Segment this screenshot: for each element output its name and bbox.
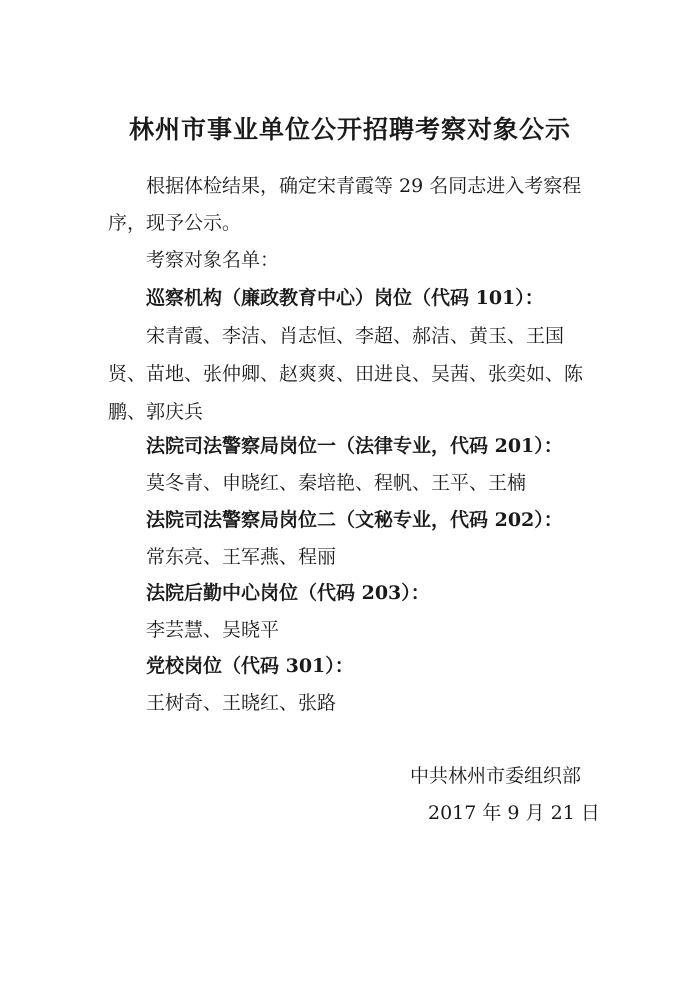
section-names-301: 王树奇、王晓红、张路 <box>146 692 337 714</box>
signature-organization: 中共林州市委组织部 <box>410 765 582 787</box>
section-names-101: 宋青霞、李洁、肖志恒、李超、郝洁、黄玉、王国贤、苗地、张仲卿、赵爽爽、田进良、吴茜、张奕如、陈鹏、郭庆兵 <box>108 325 584 423</box>
section-heading-202: 法院司法警察局岗位二（文秘专业，代码 202）： <box>146 509 563 531</box>
section-names-201: 莫冬青、申晓红、秦培艳、程帆、王平、王楠 <box>146 472 527 494</box>
section-heading-101: 巡察机构（廉政教育中心）岗位（代码 101）： <box>146 287 544 309</box>
section-heading-301: 党校岗位（代码 301）： <box>146 655 354 677</box>
intro-paragraph: 根据体检结果，确定宋青霞等 29 名同志进入考察程序，现予公示。 <box>108 175 582 234</box>
section-heading-201: 法院司法警察局岗位一（法律专业，代码 201）： <box>146 435 563 457</box>
document-title: 林州市事业单位公开招聘考察对象公示 <box>128 115 571 144</box>
signature-date: 2017 年 9 月 21 日 <box>428 802 600 824</box>
list-label: 考察对象名单： <box>146 249 280 271</box>
section-names-203: 李芸慧、吴晓平 <box>146 619 280 641</box>
section-names-202: 常东亮、王军燕、程丽 <box>146 546 337 568</box>
section-heading-203: 法院后勤中心岗位（代码 203）： <box>146 582 430 604</box>
